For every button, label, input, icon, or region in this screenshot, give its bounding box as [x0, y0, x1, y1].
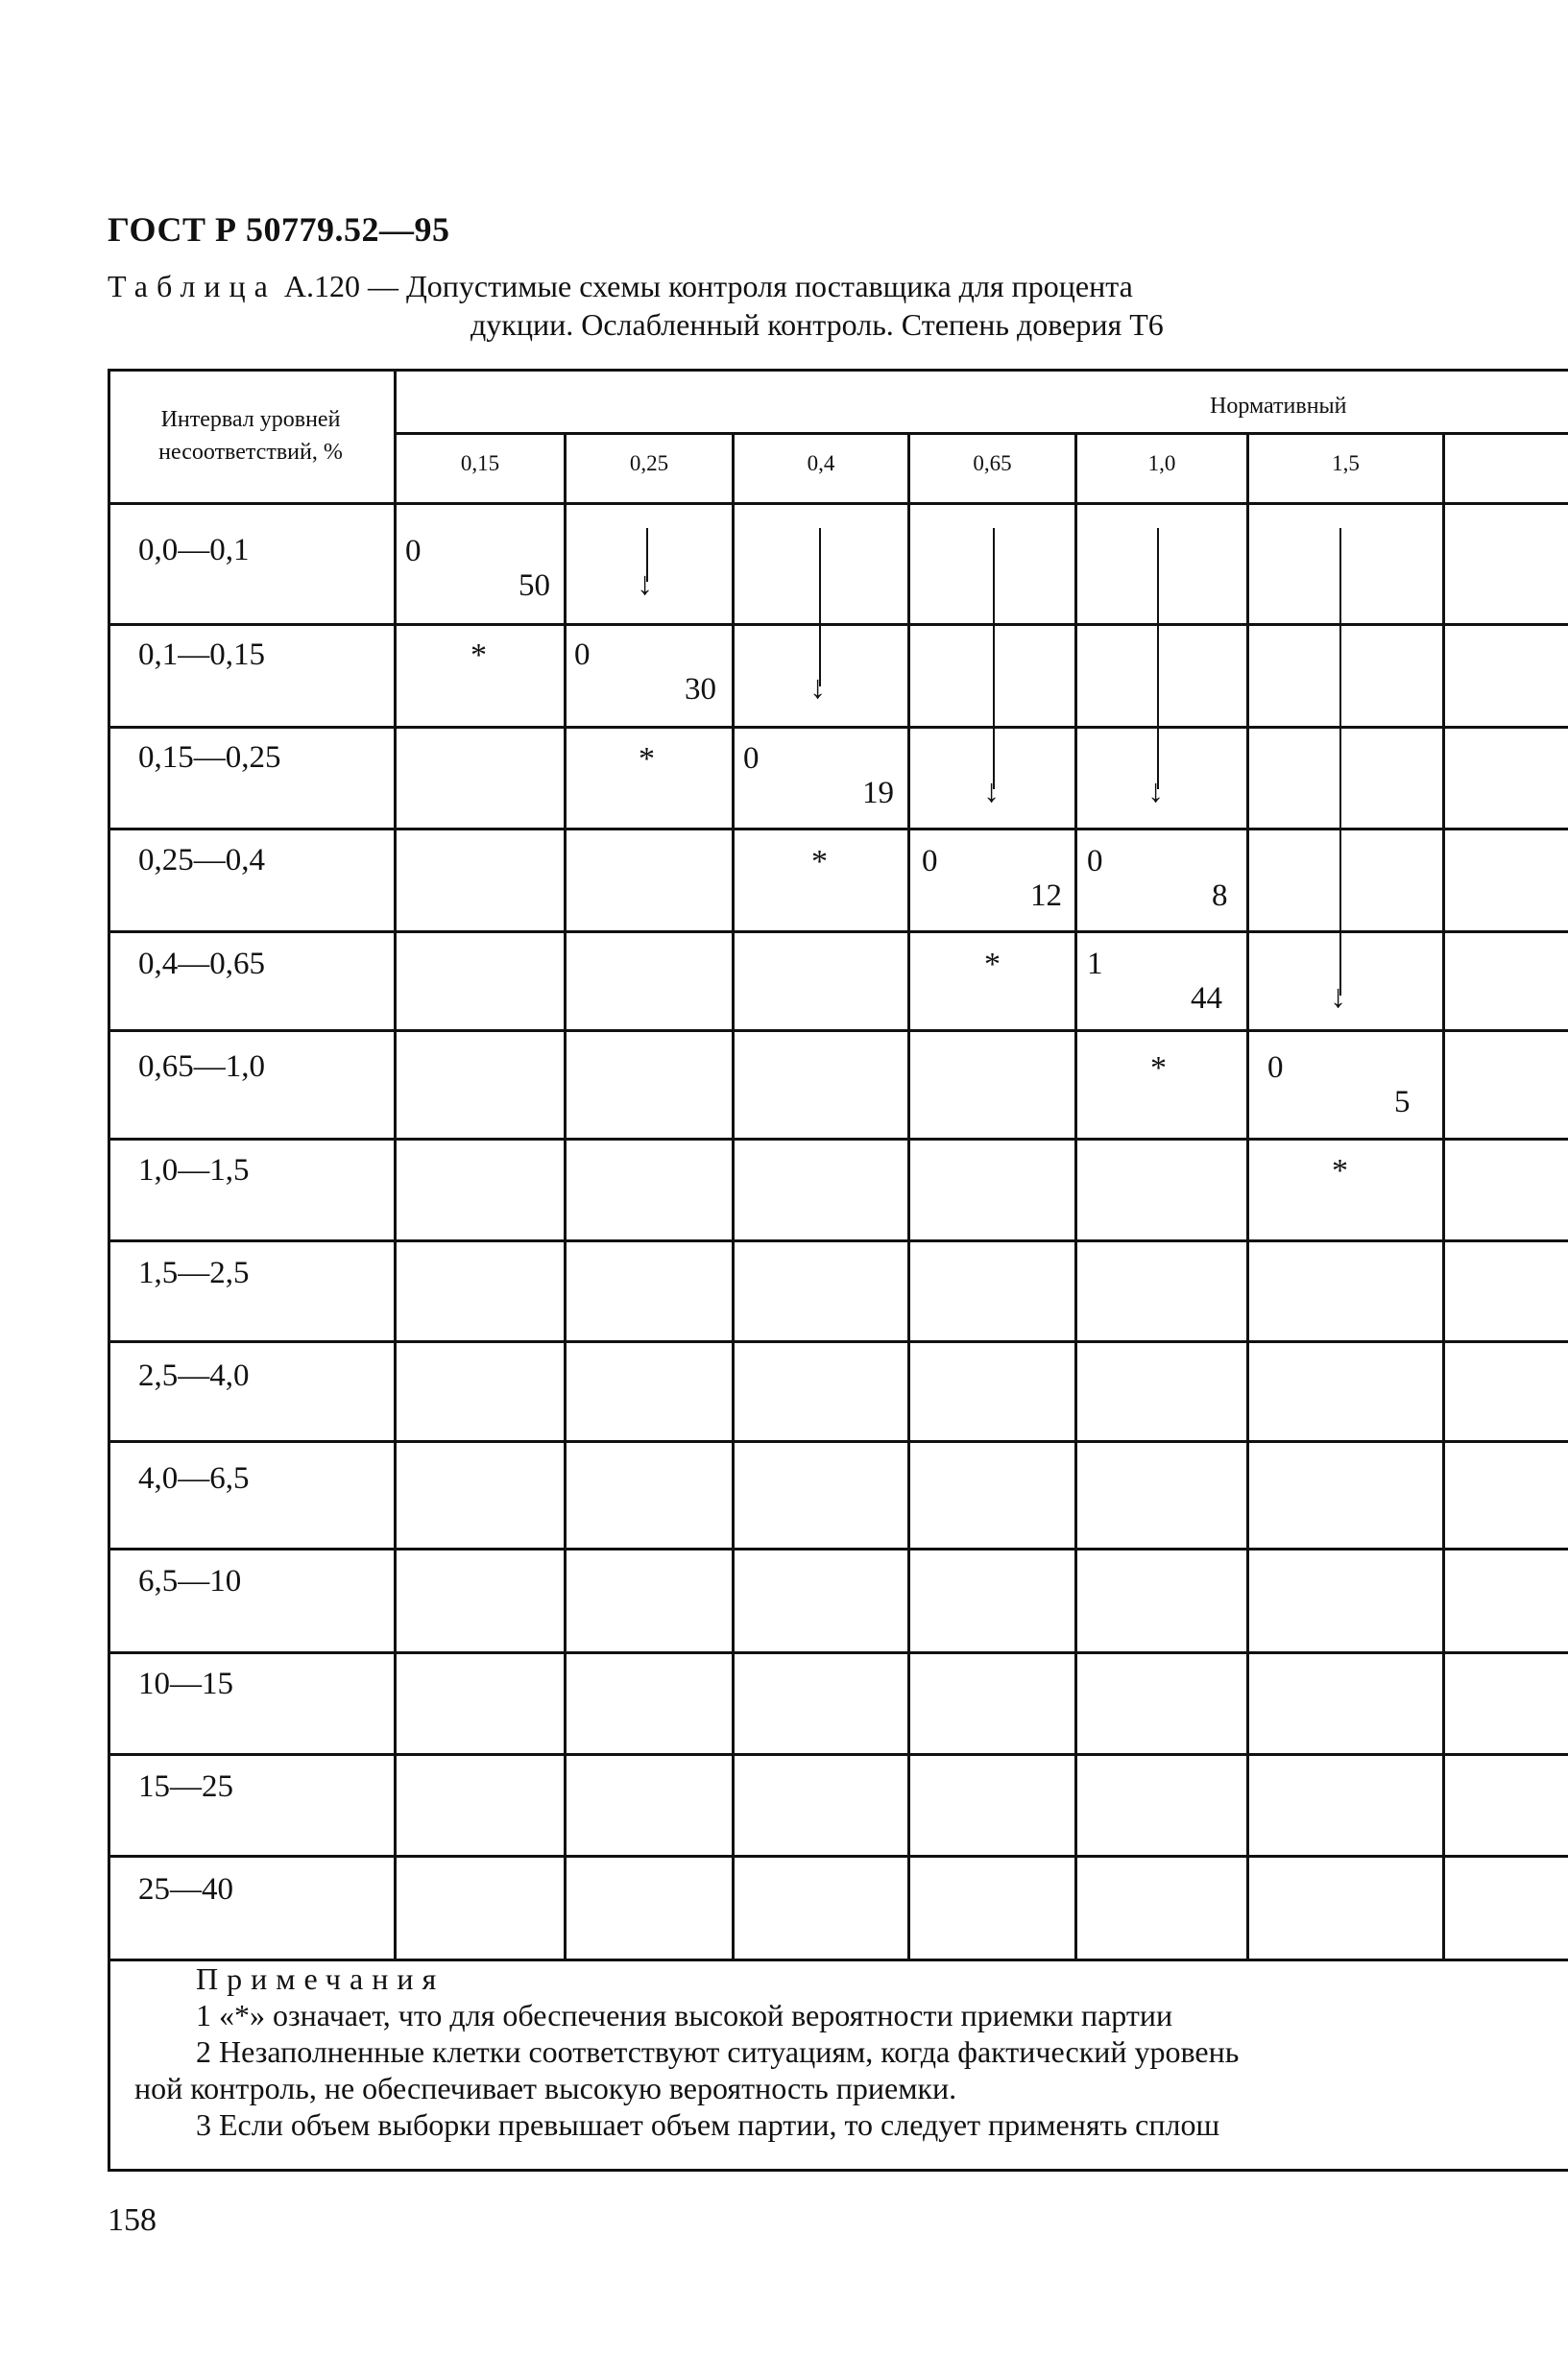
arrow-line	[993, 528, 995, 789]
page-number: 158	[108, 2202, 157, 2238]
grid-line	[108, 623, 1568, 626]
star-marker: *	[639, 741, 655, 777]
star-marker: *	[984, 947, 1001, 982]
star-marker: *	[811, 844, 828, 879]
caption-line1: А.120 — Допустимые схемы контроля поставщика для процента	[276, 269, 1133, 303]
grid-line	[108, 1651, 1568, 1654]
cell-value: 0	[574, 637, 591, 672]
cell-value: 0	[1087, 844, 1103, 878]
caption-line2: дукции. Ослабленный контроль. Степень доверия Т6	[470, 307, 1164, 342]
column-header: 0,65	[973, 451, 1012, 475]
grid-line	[907, 432, 910, 1961]
row-label: 0,1—0,15	[138, 637, 265, 672]
note-line: 1 «*» означает, что для обеспечения высокой вероятности приемки партии	[196, 1998, 1173, 2032]
group-header: Нормативный	[1210, 394, 1347, 419]
grid-line	[108, 1239, 1568, 1242]
caption-label: Таблица	[108, 269, 277, 303]
grid-line	[108, 1138, 1568, 1141]
grid-line	[564, 432, 567, 1961]
notes	[134, 1960, 1421, 2143]
arrow-down-icon: ↓	[637, 566, 653, 602]
grid-line	[108, 1548, 1568, 1551]
row-label: 4,0—6,5	[138, 1461, 250, 1496]
row-header: Интервал уровней несоответствий, %	[158, 407, 343, 465]
grid-line	[108, 369, 1568, 372]
grid-line	[394, 369, 397, 1961]
grid-line	[108, 369, 110, 2172]
arrow-down-icon: ↓	[809, 670, 826, 706]
arrow-down-icon: ↓	[983, 774, 1000, 809]
cell-value: 5	[1394, 1085, 1411, 1119]
grid-line	[108, 1029, 1568, 1032]
row-label: 1,0—1,5	[138, 1153, 250, 1188]
row-label: 0,65—1,0	[138, 1049, 265, 1084]
standard-code: ГОСТ Р 50779.52—95	[108, 210, 450, 249]
column-header: 1,5	[1332, 451, 1360, 475]
row-label: 6,5—10	[138, 1564, 242, 1599]
note-line: ной контроль, не обеспечивает высокую вероятность приемки.	[134, 2071, 957, 2105]
cell-value: 0	[922, 844, 938, 878]
row-label: 25—40	[138, 1872, 233, 1907]
grid-line	[1246, 432, 1249, 1961]
cell-value: 8	[1212, 878, 1228, 913]
grid-line	[108, 1440, 1568, 1443]
grid-line	[1442, 432, 1445, 1961]
grid-line	[108, 1340, 1568, 1343]
table-caption	[108, 267, 1433, 344]
star-marker: *	[1332, 1153, 1348, 1189]
arrow-down-icon: ↓	[1147, 774, 1164, 809]
arrow-line	[1157, 528, 1159, 789]
grid-line	[108, 828, 1568, 830]
column-header: 0,15	[460, 451, 500, 475]
cell-value: 30	[685, 672, 716, 707]
cell-value: 0	[405, 534, 422, 568]
cell-value: 0	[743, 741, 760, 776]
star-marker: *	[1150, 1050, 1167, 1086]
row-label: 15—25	[138, 1769, 233, 1804]
grid-line	[108, 2169, 1568, 2172]
grid-line	[108, 1855, 1568, 1858]
cell-value: 44	[1191, 981, 1222, 1016]
grid-line	[108, 1753, 1568, 1756]
row-label: 0,15—0,25	[138, 740, 281, 775]
star-marker: *	[470, 637, 487, 673]
cell-value: 19	[862, 776, 894, 810]
column-header: 1,0	[1147, 451, 1176, 475]
grid-line	[732, 432, 735, 1961]
row-label: 0,25—0,4	[138, 843, 265, 877]
grid-line	[108, 930, 1568, 933]
note-line: 3 Если объем выборки превышает объем партии, то следует применять сплош	[196, 2107, 1220, 2142]
grid-line	[108, 502, 1568, 505]
note-line: 2 Незаполненные клетки соответствуют ситуациям, когда фактический уровень	[196, 2034, 1240, 2069]
arrow-line	[819, 528, 821, 686]
row-label: 2,5—4,0	[138, 1358, 250, 1393]
arrow-down-icon: ↓	[1330, 979, 1346, 1015]
grid-line	[108, 726, 1568, 729]
row-label: 1,5—2,5	[138, 1256, 250, 1290]
cell-value: 50	[519, 568, 550, 603]
column-header: 0,25	[629, 451, 669, 475]
cell-value: 12	[1030, 878, 1062, 913]
row-label: 10—15	[138, 1667, 233, 1701]
row-label: 0,0—0,1	[138, 533, 250, 567]
cell-value: 0	[1267, 1050, 1284, 1085]
notes-title: Примечания	[196, 1961, 446, 1996]
grid-line	[1074, 432, 1077, 1961]
row-label: 0,4—0,65	[138, 947, 265, 981]
arrow-line	[1339, 528, 1341, 996]
column-header: 0,4	[807, 451, 835, 475]
grid-line	[396, 432, 1568, 435]
cell-value: 1	[1087, 947, 1103, 981]
